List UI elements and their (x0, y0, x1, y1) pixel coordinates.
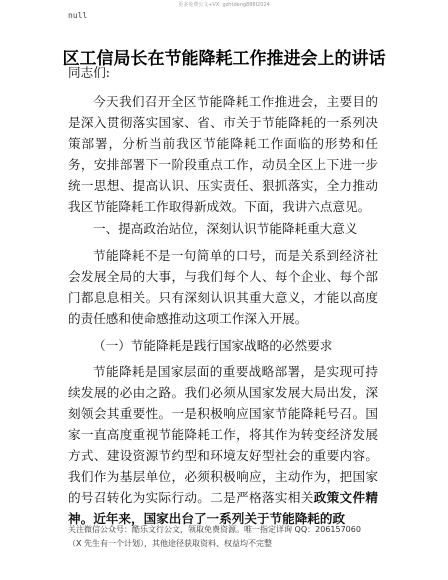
greeting: 同志们: (68, 65, 111, 80)
subsection-1-paragraph (68, 361, 378, 529)
section-1-heading: 一、提高政治站位，深刻认识节能降耗重大意义 (93, 221, 358, 236)
section-1-paragraph: 节能降耗不是一句简单的口号，而是关系到经济社会发展全局的大事，与我们每个人、每个企业、每个部门都息息相关。只有深刻认识其重大意义，才能以高度的责任感和使命感推动这项工作深入开展。 (68, 248, 378, 326)
footer-notice-2: （X 先生有一个计划），其他途径获取资料、权益均不完整 (68, 539, 273, 548)
null-label: null (68, 11, 88, 20)
footer-notice-1: 关注微信公众号：酷乐文行公文，领取免费资源。唯一指定详询 QQ：206157060 (68, 525, 361, 534)
subsection-1-heading: （一）节能降耗是践行国家战略的必然要求 (93, 338, 333, 353)
subsection-1-bold-text: 政策文件精神。近年来，国家出台了一系列关于节能降耗的政 (68, 490, 379, 526)
subsection-1-text: 节能降耗是国家层面的重要战略部署，是实现可持续发展的必由之路。我们必须从国家发展大局出发，深刻领会其重要性。一是积极响应国家节能降耗号召。国家一直高度重视节能降耗工作，将其作为转变经济发展方式、建设资源节约型和环境友好型社会的重要内容。我们作为基层单位，必须积极响应，主动作为，把国家的号召转化为实际行动。二是严格落实相关 (68, 364, 378, 505)
intro-paragraph: 今天我们召开全区节能降耗工作推进会，主要目的是深入贯彻落实国家、省、市关于节能降耗的一系列决策部署，分析当前我区节能降耗工作面临的形势和任务，安排部署下一阶段重点工作，动员全区上下进一步统一思想、提高认识、压实责任、狠抓落实，全力推动我区节能降耗工作取得新成效。下面，我讲六点意见。 (68, 94, 378, 214)
document-title: 区工信局长在节能降耗工作推进会上的讲话 (62, 49, 386, 70)
top-watermark: 更多免费公文+VX: gzhtdeng888I2024 (178, 2, 270, 8)
